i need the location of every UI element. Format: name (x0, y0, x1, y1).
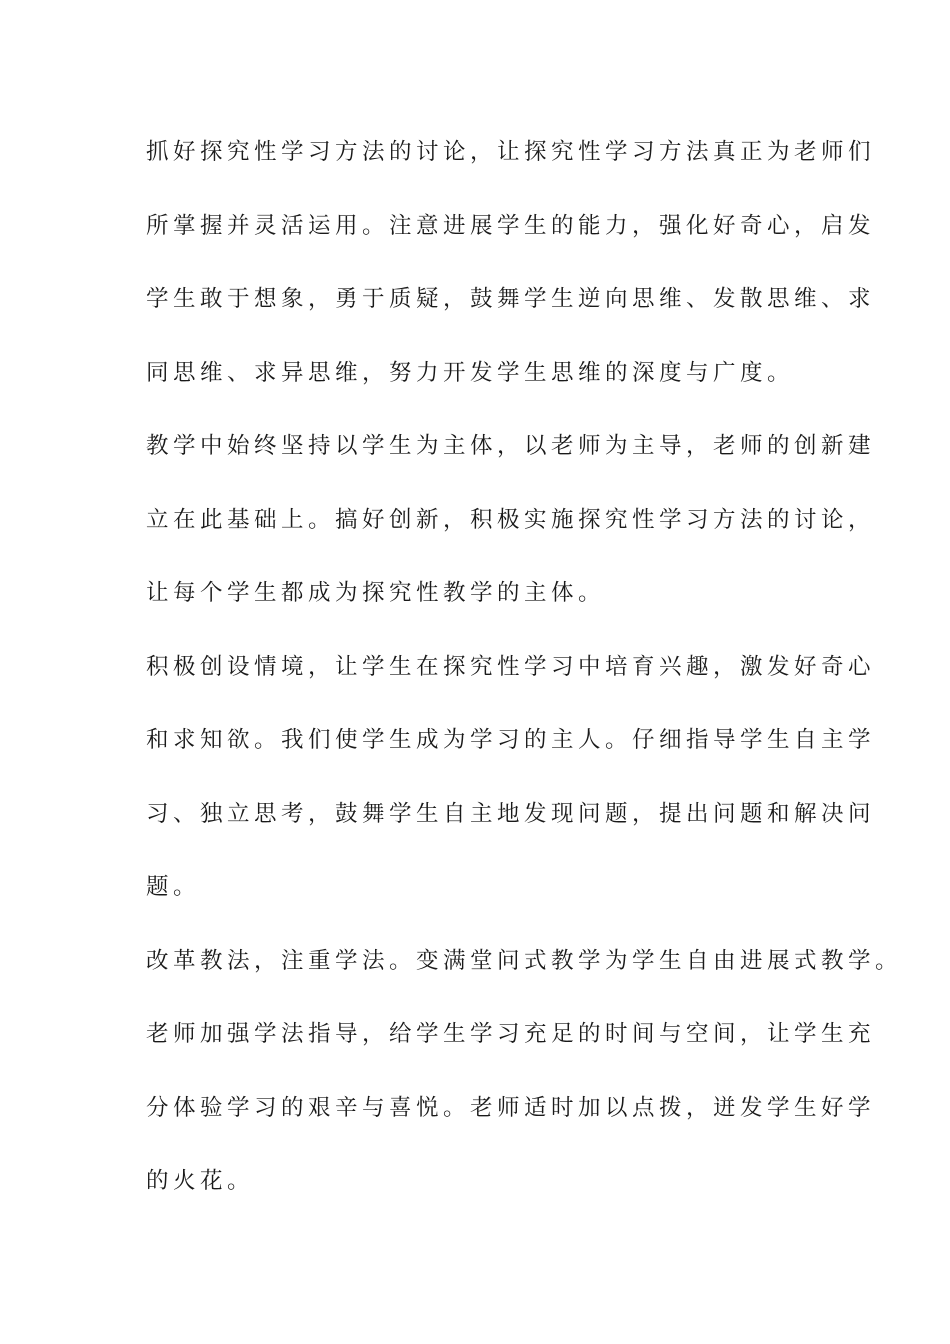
text-line: 题。 (146, 874, 201, 900)
text-line: 分体验学习的艰辛与喜悦。老师适时加以点拨，迸发学生好学 (146, 1094, 876, 1121)
text-line: 习、独立思考，鼓舞学生自主地发现问题，提出问题和解决问 (146, 800, 876, 827)
text-line: 抓好探究性学习方法的讨论，让探究性学习方法真正为老师们 (146, 139, 876, 165)
text-line: 立在此基础上。搞好创新，积极实施探究性学习方法的讨论， (146, 506, 876, 533)
text-line: 让每个学生都成为探究性教学的主体。 (146, 580, 606, 606)
text-line: 和求知欲。我们使学生成为学习的主人。仔细指导学生自主学 (146, 727, 876, 753)
text-line: 教学中始终坚持以学生为主体，以老师为主导，老师的创新建 (146, 433, 876, 459)
text-line: 同思维、求异思维，努力开发学生思维的深度与广度。 (146, 359, 795, 386)
text-line: 的火花。 (146, 1168, 255, 1194)
text-line: 所掌握并灵活运用。注意进展学生的能力，强化好奇心，启发 (146, 212, 876, 239)
body-text (146, 132, 903, 1235)
text-line: 积极创设情境，让学生在探究性学习中培育兴趣，激发好奇心 (146, 653, 876, 680)
text-line: 老师加强学法指导，给学生学习充足的时间与空间，让学生充 (146, 1021, 876, 1047)
text-line: 学生敢于想象，勇于质疑，鼓舞学生逆向思维、发散思维、求 (146, 286, 876, 312)
text-line: 改革教法，注重学法。变满堂问式教学为学生自由进展式教学。 (146, 947, 903, 974)
